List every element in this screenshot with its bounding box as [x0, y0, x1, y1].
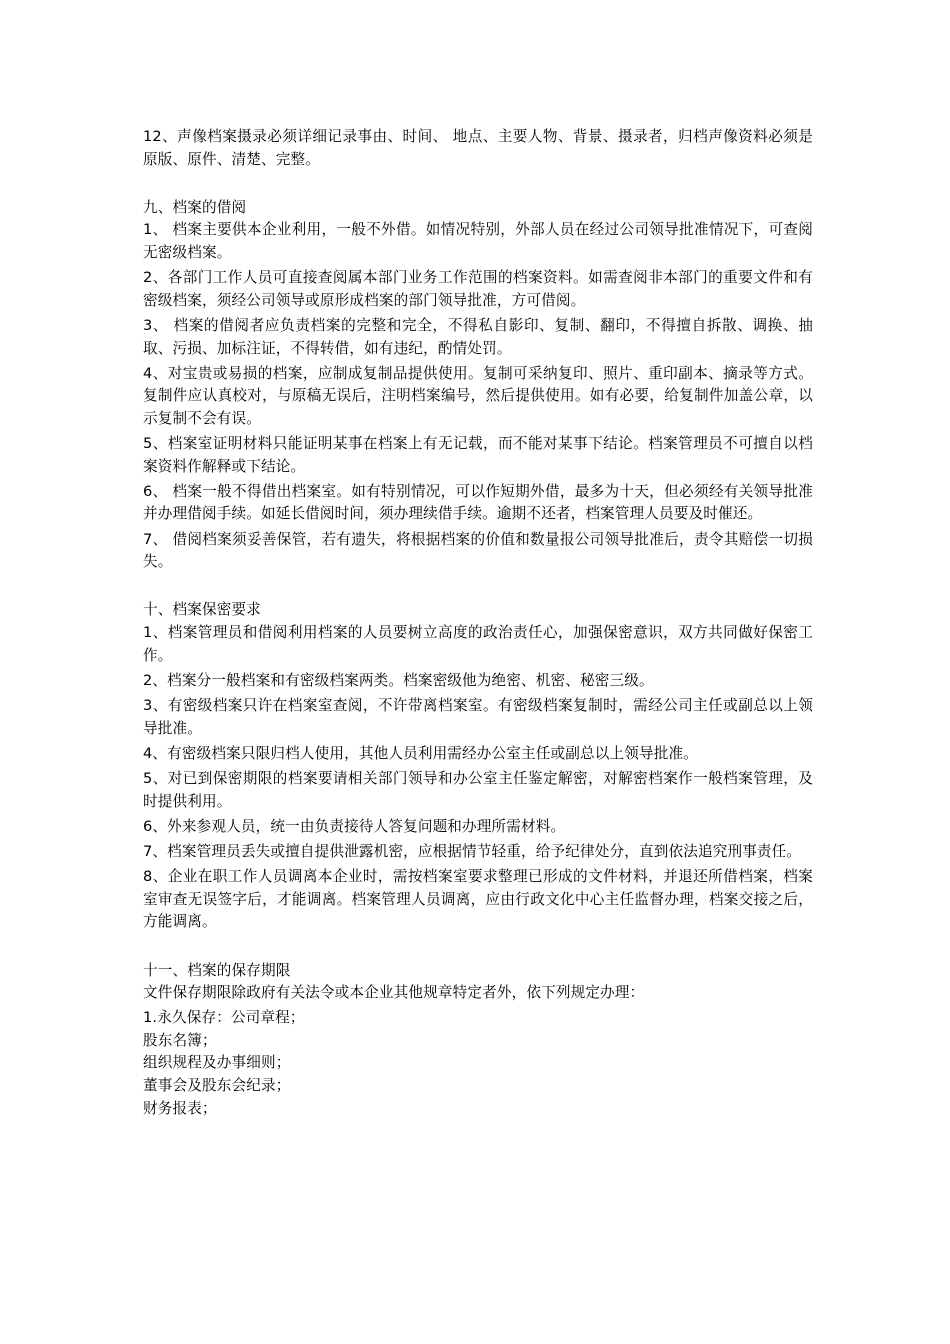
- section-heading-retention: 十一、档案的保存期限: [143, 961, 291, 979]
- list-item: 组织规程及办事细则；: [143, 1054, 291, 1072]
- section-heading-confidentiality: 十、档案保密要求: [143, 601, 261, 619]
- list-item: 6、外来参观人员，统一由负责接待人答复问题和办理所需材料。: [143, 817, 566, 835]
- document-body: [143, 126, 813, 1120]
- list-item: 7、档案管理员丢失或擅自提供泄露机密，应根据情节轻重，给予纪律处分，直到依法追究刑事责任。: [143, 842, 802, 860]
- paragraph-item-12: 12、声像档案摄录必须详细记录事由、时间、 地点、主要人物、背景、摄录者，归档声像资料必须是原版、原件、清楚、完整。: [143, 128, 813, 168]
- list-item: 股东名簿；: [143, 1031, 217, 1049]
- list-item: 董事会及股东会纪录；: [143, 1077, 291, 1095]
- list-item: 1.永久保存：公司章程；: [143, 1009, 305, 1027]
- list-item: 5、档案室证明材料只能证明某事在档案上有无记载，而不能对某事下结论。档案管理员不可擅自以档案资料作解释或下结论。: [143, 435, 813, 475]
- section-intro: 文件保存期限除政府有关法令或本企业其他规章特定者外，依下列规定办理：: [143, 984, 645, 1002]
- list-item: 2、各部门工作人员可直接查阅属本部门业务工作范围的档案资料。如需查阅非本部门的重要文件和有密级档案，须经公司领导或原形成档案的部门领导批准，方可借阅。: [143, 269, 813, 309]
- blank-line: [143, 174, 813, 197]
- list-item: 4、有密级档案只限归档人使用，其他人员利用需经办公室主任或副总以上领导批准。: [143, 744, 698, 762]
- list-item: 2、档案分一般档案和有密级档案两类。档案密级他为绝密、机密、秘密三级。: [143, 671, 654, 689]
- list-item: 1、档案管理员和借阅利用档案的人员要树立高度的政治责任心，加强保密意识，双方共同做好保密工作。: [143, 624, 813, 664]
- blank-line: [143, 937, 813, 960]
- list-item: 6、 档案一般不得借出档案室。如有特别情况，可以作短期外借，最多为十天，但必须经有关领导批准并办理借阅手续。如延长借阅时间，须办理续借手续。逾期不还者，档案管理人员要及时催还。: [143, 482, 813, 523]
- list-item: 3、有密级档案只许在档案室查阅，不许带离档案室。有密级档案复制时，需经公司主任或副总以上领导批准。: [143, 697, 813, 737]
- list-item: 财务报表；: [143, 1099, 217, 1117]
- blank-line: [143, 576, 813, 599]
- list-item: 4、对宝贵或易损的档案，应制成复制品提供使用。复制可采纳复印、照片、重印副本、摘录等方式。复制件应认真校对，与原稿无误后，注明档案编号，然后提供使用。如有必要，给复制件加盖公章，以示复制不会有误。: [143, 364, 813, 427]
- section-heading-borrowing: 九、档案的借阅: [143, 198, 247, 216]
- list-item: 3、 档案的借阅者应负责档案的完整和完全，不得私自影印、复制、翻印，不得擅自拆散、调换、抽取、污损、加标注证，不得转借，如有违纪，酌情处罚。: [143, 316, 813, 357]
- list-item: 5、对已到保密期限的档案要请相关部门领导和办公室主任鉴定解密，对解密档案作一般档案管理，及时提供利用。: [143, 769, 813, 810]
- list-item: 8、企业在职工作人员调离本企业时，需按档案室要求整理已形成的文件材料，并退还所借档案，档案室审查无误签字后，才能调离。档案管理人员调离，应由行政文化中心主任监督办理，档案交接之后，方能调离。: [143, 868, 813, 931]
- list-item: 7、 借阅档案须妥善保管，若有遗失，将根据档案的价值和数量报公司领导批准后，责令其赔偿一切损失。: [143, 530, 813, 571]
- list-item: 1、 档案主要供本企业利用，一般不外借。如情况特别，外部人员在经过公司领导批准情况下，可查阅无密级档案。: [143, 221, 813, 261]
